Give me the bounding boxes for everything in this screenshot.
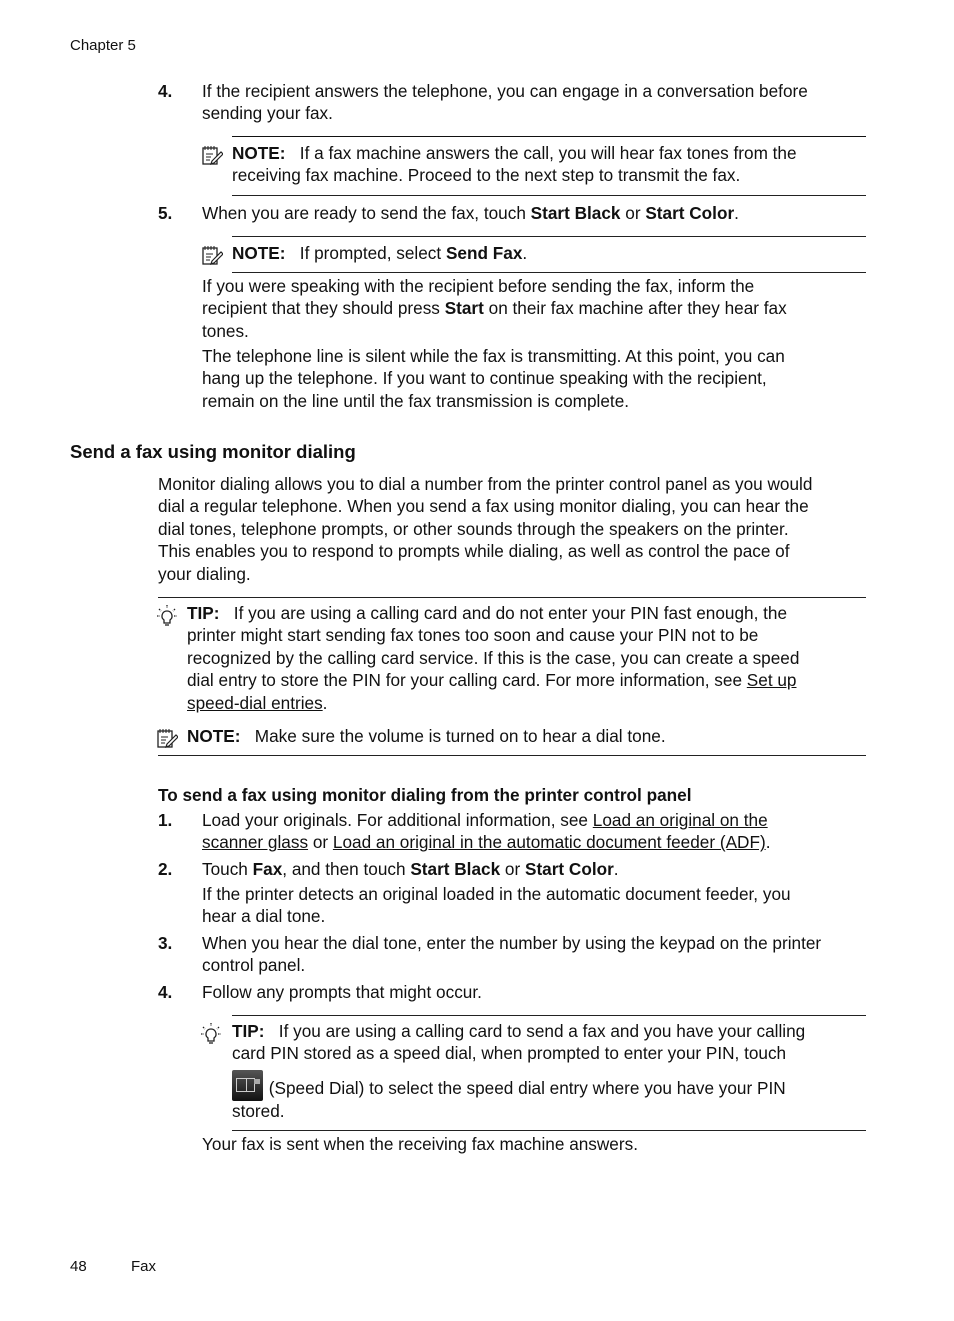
text: If you are using a calling card to send a fax and you have your calling card PIN stored as a speed dial, when prompted to enter your PIN, touch (232, 1021, 806, 1064)
bold-text: Send Fax (445, 243, 523, 263)
text: Monitor dialing allows you to dial a number from the printer control panel as you would dial a regular telephone. When you send a fax using monitor dialing, you can hear the dial tones, telephone prompts, or other sounds through the speakers on the printer. This enables you to respond to prompts while dialing, as well as control the pace of your dialing. (158, 474, 813, 584)
tip-lightbulb-icon (200, 1022, 222, 1044)
link[interactable]: scanner glass (202, 832, 309, 853)
intro-paragraph (158, 473, 812, 585)
step-2-text (202, 858, 619, 880)
bold-text: TIP: (187, 603, 220, 623)
step-5-text (202, 202, 739, 224)
text: Your fax is sent when the receiving fax machine answers. (202, 1134, 638, 1154)
text: When you hear the dial tone, enter the number by using the keypad on the printer control panel. (202, 933, 822, 976)
divider (232, 1015, 866, 1016)
note-text (187, 725, 666, 747)
section-heading: Send a fax using monitor dialing (70, 441, 356, 462)
link[interactable]: Set up (746, 670, 797, 691)
link[interactable]: Load an original in the automatic document feeder (ADF) (332, 832, 766, 853)
step-1-text (202, 809, 770, 854)
text: If the recipient answers the telephone, you can engage in a conversation before sending your fax. (202, 81, 808, 124)
bold-text: NOTE: (232, 243, 286, 263)
step-number: 2. (158, 859, 173, 879)
text: . (765, 832, 771, 853)
step-4-text (202, 80, 808, 125)
bold-text: Start Color (645, 203, 735, 223)
footer-section: Fax (131, 1258, 157, 1275)
tip-text (187, 602, 799, 714)
link[interactable]: Load an original on the (592, 810, 768, 830)
divider (158, 597, 866, 598)
divider (232, 1130, 866, 1131)
text: . (522, 243, 528, 263)
step-2-detail (202, 883, 791, 928)
bold-text: Fax (252, 859, 283, 879)
bold-text: NOTE: (232, 143, 286, 163)
bold-text: Start Color (524, 859, 614, 879)
divider (232, 195, 866, 196)
note-text (232, 142, 797, 187)
text: or (620, 203, 646, 223)
divider (232, 236, 866, 237)
tip-text (232, 1100, 285, 1122)
text: If a fax machine answers the call, you will hear fax tones from the receiving fax machine. Proceed to the next step to transmit the fax. (232, 143, 797, 186)
page-number: 48 (70, 1258, 87, 1275)
text: . (322, 692, 328, 713)
text: or (500, 859, 525, 879)
tip-text (264, 1077, 786, 1099)
text: on their fax machine after they hear fax tones. (202, 298, 787, 341)
speed-dial-icon (232, 1070, 263, 1101)
procedure-heading: To send a fax using monitor dialing from the printer control panel (158, 785, 692, 805)
text: The telephone line is silent while the fax is transmitting. At this point, you can hang up the telephone. If you want to continue speaking with the recipient, remain on the line until the fax transmission is complete. (202, 346, 785, 411)
text: (Speed Dial) to select the speed dial entry where you have your PIN (264, 1078, 786, 1098)
step-number: 5. (158, 203, 173, 223)
paragraph (202, 275, 787, 342)
bold-text: Start Black (530, 203, 621, 223)
step-number: 1. (158, 810, 173, 830)
text: Load your originals. For additional information, see (202, 810, 593, 830)
text: If you are using a calling card and do not enter your PIN fast enough, the printer might start sending fax tones too soon and cause your PIN not to be recognized by the calling card service. If this is the case, you can create a speed dial entry to store the PIN for your calling card. For more information, see (187, 603, 800, 691)
note-text (232, 242, 527, 264)
divider (158, 755, 866, 756)
link[interactable]: speed-dial entries (187, 692, 323, 713)
step-number: 4. (158, 81, 173, 101)
chapter-header: Chapter 5 (70, 37, 136, 54)
bold-text: Start Black (410, 859, 501, 879)
note-icon (156, 727, 178, 749)
text: If you were speaking with the recipient before sending the fax, inform the recipient that they should press (202, 276, 755, 319)
text: stored. (232, 1101, 285, 1121)
bold-text: NOTE: (187, 726, 241, 746)
text: , and then touch (282, 859, 411, 879)
step-number: 3. (158, 933, 173, 953)
step-3-text (202, 932, 821, 977)
text: If the printer detects an original loaded in the automatic document feeder, you hear a dial tone. (202, 884, 791, 927)
text: . (734, 203, 739, 223)
divider (232, 136, 866, 137)
text: If prompted, select (285, 243, 446, 263)
tip-text (232, 1020, 805, 1065)
text: Follow any prompts that might occur. (202, 982, 482, 1002)
step-4-text (202, 981, 482, 1003)
text: . (613, 859, 619, 879)
text: When you are ready to send the fax, touch (202, 203, 531, 223)
bold-text: Start (444, 298, 484, 319)
text: Touch (202, 859, 253, 879)
text: Make sure the volume is turned on to hear a dial tone. (240, 726, 666, 746)
bold-text: TIP: (232, 1021, 265, 1041)
divider (232, 272, 866, 273)
note-icon (201, 144, 223, 166)
tip-lightbulb-icon (156, 604, 178, 626)
paragraph (202, 345, 785, 412)
step-number: 4. (158, 982, 173, 1002)
paragraph (202, 1133, 638, 1155)
note-icon (201, 244, 223, 266)
text: or (308, 832, 333, 853)
